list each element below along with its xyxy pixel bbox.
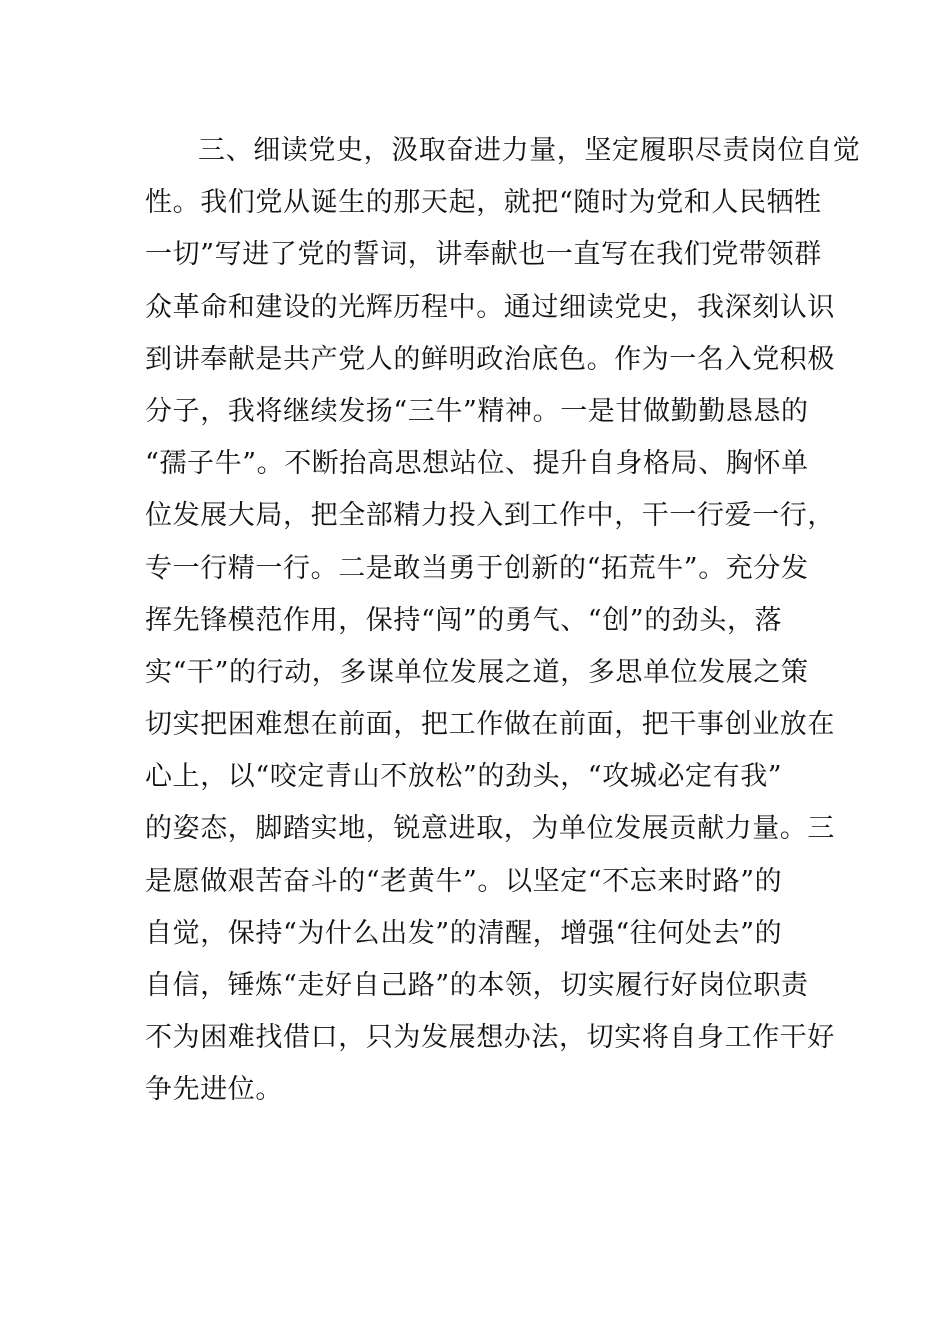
paragraph-line: 不为困难找借口，只为发展想办法，切实将自身工作干好 — [145, 1022, 835, 1054]
paragraph-line: 自信，锤炼“走好自己路”的本领，切实履行好岗位职责 — [145, 970, 809, 1001]
body-paragraph — [145, 125, 861, 1117]
paragraph-line: 三、细读党史，汲取奋进力量，坚定履职尽责岗位自觉 — [198, 135, 861, 166]
paragraph-line: 一切”写进了党的誓词，讲奉献也一直写在我们党带领群 — [145, 239, 822, 271]
paragraph-line: 自觉，保持“为什么出发”的清醒，增强“往何处去”的 — [145, 917, 783, 949]
paragraph-line: 众革命和建设的光辉历程中。通过细读党史，我深刻认识 — [145, 291, 835, 323]
paragraph-line: 性。我们党从诞生的那天起，就把“随时为党和人民牺牲 — [145, 187, 822, 219]
paragraph-line: 位发展大局，把全部精力投入到工作中，干一行爱一行， — [145, 500, 835, 532]
paragraph-line: “孺子牛”。不断抬高思想站位、提升自身格局、胸怀单 — [145, 448, 809, 480]
paragraph-line: 专一行精一行。二是敢当勇于创新的“拓荒牛”。充分发 — [145, 552, 809, 584]
paragraph-line: 切实把困难想在前面，把工作做在前面，把干事创业放在 — [145, 709, 835, 741]
paragraph-line: 争先进位。 — [145, 1074, 283, 1106]
paragraph-line: 实“干”的行动，多谋单位发展之道，多思单位发展之策 — [145, 656, 809, 688]
paragraph-line: 心上，以“咬定青山不放松”的劲头，“攻城必定有我” — [145, 761, 783, 793]
paragraph-line: 挥先锋模范作用，保持“闯”的勇气、“创”的劲头，落 — [145, 604, 783, 636]
paragraph-line: 到讲奉献是共产党人的鲜明政治底色。作为一名入党积极 — [145, 343, 835, 375]
paragraph-line: 的姿态，脚踏实地，锐意进取，为单位发展贡献力量。三 — [145, 813, 835, 845]
paragraph-line: 分子，我将继续发扬“三牛”精神。一是甘做勤勤恳恳的 — [145, 395, 809, 427]
paragraph-line: 是愿做艰苦奋斗的“老黄牛”。以坚定“不忘来时路”的 — [145, 865, 783, 897]
